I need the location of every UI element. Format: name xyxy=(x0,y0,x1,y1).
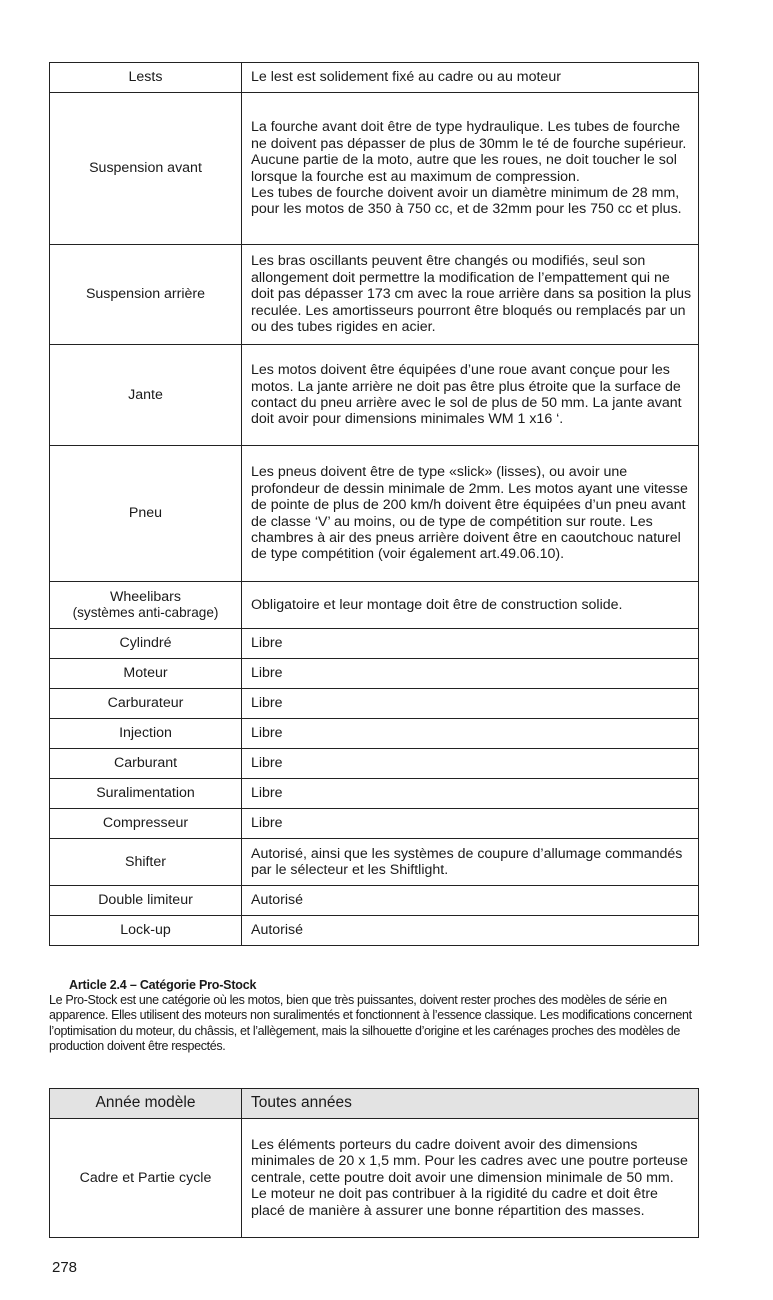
row-value-carburateur: Libre xyxy=(242,689,699,719)
row-label-cylindre: Cylindré xyxy=(50,629,242,659)
table-row xyxy=(50,689,699,719)
wheelibars-sublabel: (systèmes anti-cabrage) xyxy=(72,605,219,620)
table-row xyxy=(50,629,699,659)
row-label-suspension-arriere: Suspension arrière xyxy=(50,245,242,345)
page-number: 278 xyxy=(52,1259,78,1276)
row-label-compresseur: Compresseur xyxy=(50,809,242,839)
table-row xyxy=(50,779,699,809)
article-body: Le Pro-Stock est une catégorie où les motos, bien que très puissantes, doivent rester proches des modèles de série en apparence. Elles utilisent des moteurs non suralimentés et fonctionnent à l’essence classique. Les modifications concernent l’optimisation du moteur, du châssis, et l’allègement, mais la silhouette d’origine et les carénages proches des modèles de production doivent être respectés. xyxy=(49,993,692,1053)
row-label-suralimentation: Suralimentation xyxy=(50,779,242,809)
row-label-carburant: Carburant xyxy=(50,749,242,779)
row-value-jante: Les motos doivent être équipées d’une roue avant conçue pour les motos. La jante arrière ne doit pas être plus étroite que la surface de contact du pneu arrière avec le sol de plus de 50 mm. La jante avant doit avoir pour dimensions minimales WM 1 x16 ‘. xyxy=(242,345,699,446)
row-label-pneu: Pneu xyxy=(50,446,242,582)
row-label-cadre: Cadre et Partie cycle xyxy=(50,1119,242,1238)
table-row xyxy=(50,659,699,689)
row-label-suspension-avant: Suspension avant xyxy=(50,93,242,245)
header-label: Année modèle xyxy=(50,1089,242,1119)
row-label-injection: Injection xyxy=(50,719,242,749)
table-row xyxy=(50,245,699,345)
table-row xyxy=(50,886,699,916)
table-row xyxy=(50,93,699,245)
row-value-cadre: Les éléments porteurs du cadre doivent avoir des dimensions minimales de 20 x 1,5 mm. Pour les cadres avec une poutre porteuse centrale, cette poutre doit avoir une dimension minimale de 50 mm. Le moteur ne doit pas contribuer à la rigidité du cadre et doit être placé de manière à assurer une bonne répartition des masses. xyxy=(242,1119,699,1238)
table-row xyxy=(50,63,699,93)
row-value-suspension-arriere: Les bras oscillants peuvent être changés ou modifiés, seul son allongement doit permettre la modification de l’empattement qui ne doit pas dépasser 173 cm avec la roue arrière dans sa position la plus reculée. Les amortisseurs pourront être bloqués ou remplacés par un ou des tubes rigides en acier. xyxy=(242,245,699,345)
row-value-carburant: Libre xyxy=(242,749,699,779)
row-value-suspension-avant xyxy=(242,93,699,245)
article-title: Article 2.4 – Catégorie Pro-Stock xyxy=(69,978,257,992)
row-value-injection: Libre xyxy=(242,719,699,749)
row-label-jante: Jante xyxy=(50,345,242,446)
row-label-double-limiteur: Double limiteur xyxy=(50,886,242,916)
row-value-double-limiteur: Autorisé xyxy=(242,886,699,916)
row-value-pneu: Les pneus doivent être de type «slick» (lisses), ou avoir une profondeur de dessin minimale de 2mm. Les motos ayant une vitesse de pointe de plus de 200 km/h doivent être équipées d’un pneu avant de classe ‘V’ au moins, ou de type de compétition sur route. Les chambres à air des pneus arrière doivent être en caoutchouc naturel de type compétition (voir également art.49.06.10). xyxy=(242,446,699,582)
table-row xyxy=(50,446,699,582)
row-label-carburateur: Carburateur xyxy=(50,689,242,719)
table-row xyxy=(50,1119,699,1238)
row-value-shifter: Autorisé, ainsi que les systèmes de coupure d’allumage commandés par le sélecteur et les Shiftlight. xyxy=(242,839,699,886)
table-header-row xyxy=(50,1089,699,1119)
row-value-suralimentation: Libre xyxy=(242,779,699,809)
row-value-wheelibars: Obligatoire et leur montage doit être de construction solide. xyxy=(242,582,699,629)
table-row xyxy=(50,582,699,629)
table-row xyxy=(50,749,699,779)
wheelibars-label: Wheelibars xyxy=(110,588,181,605)
row-value-cylindre: Libre xyxy=(242,629,699,659)
specs-table xyxy=(49,62,699,946)
row-value-lock-up: Autorisé xyxy=(242,916,699,946)
table-row xyxy=(50,345,699,446)
row-label-lock-up: Lock-up xyxy=(50,916,242,946)
row-value-compresseur: Libre xyxy=(242,809,699,839)
table-row xyxy=(50,916,699,946)
row-value-lests: Le lest est solidement fixé au cadre ou au moteur xyxy=(242,63,699,93)
row-label-moteur: Moteur xyxy=(50,659,242,689)
row-label-lests: Lests xyxy=(50,63,242,93)
row-value-moteur: Libre xyxy=(242,659,699,689)
table-row xyxy=(50,839,699,886)
table-row xyxy=(50,719,699,749)
header-value: Toutes années xyxy=(242,1089,699,1119)
suspension-avant-text: La fourche avant doit être de type hydraulique. Les tubes de fourche ne doivent pas dépasser de plus de 30mm le té de fourche supérieur. Aucune partie de la moto, autre que les roues, ne doit toucher le sol lorsque la fourche est au maximum de compression. Les tubes de fourche doivent avoir un diamètre minimum de 28 mm, pour les motos de 350 à 750 cc, et de 32mm pour les 750 cc et plus. xyxy=(251,119,687,218)
pro-stock-table xyxy=(49,1088,699,1238)
row-label-wheelibars xyxy=(50,582,242,629)
row-label-shifter: Shifter xyxy=(50,839,242,886)
article-section xyxy=(49,978,709,1054)
table-row xyxy=(50,809,699,839)
